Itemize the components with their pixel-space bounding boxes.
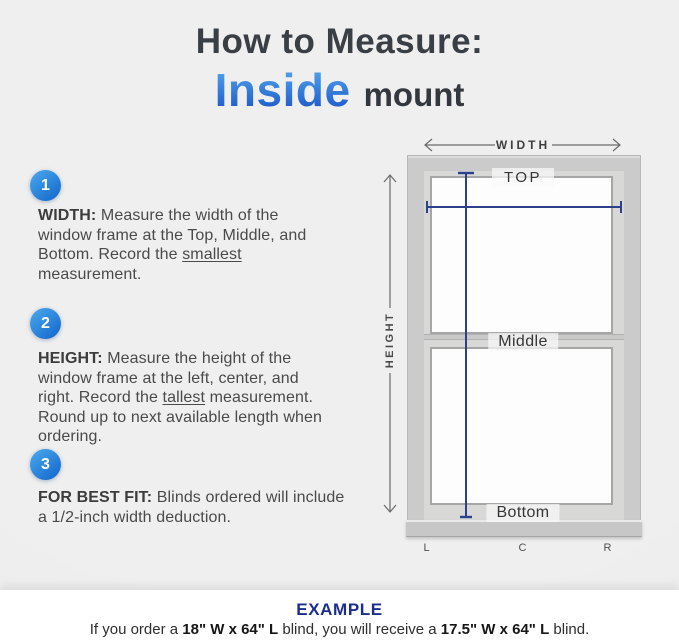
middle-position-label: Middle [488,333,558,351]
step-3-text: FOR BEST FIT: Blinds ordered will include a 1/2-inch width deduction. [38,489,345,526]
window-sill [406,520,642,537]
height-axis-label: HEIGHT [384,311,396,369]
lower-pane [430,347,613,505]
title-highlight-inside: Inside [214,64,351,116]
example-footer [0,590,679,642]
top-position-label: TOP [492,168,554,187]
upper-pane [430,176,613,334]
title-line2 [0,63,679,117]
step-1-text: WIDTH: Measure the width of the window frame at the Top, Middle, and Bottom. Record the smallest measurement. [38,207,307,283]
step-2-number-badge: 2 [30,308,61,339]
step-3 [30,449,372,527]
step-1-number-badge: 1 [30,170,61,201]
step-3-number-badge: 3 [30,449,61,480]
step-2 [30,308,372,447]
width-axis-label: WIDTH [495,138,551,152]
title-suffix-mount: mount [363,76,465,113]
step-1 [30,170,372,284]
example-text: If you order a 18" W x 64" L blind, you will receive a 17.5" W x 64" L blind. [89,621,590,638]
center-tick-label: C [518,542,528,554]
example-heading: EXAMPLE [296,600,383,619]
bottom-position-label: Bottom [486,504,559,522]
step-2-text: HEIGHT: Measure the height of the window frame at the left, center, and right. Record the tallest measurement. Round up to next available length when ordering. [38,350,323,445]
title-line1: How to Measure: [195,22,484,61]
left-tick-label: L [423,542,431,554]
right-tick-label: R [603,542,613,554]
page-title [0,22,679,117]
window-diagram [375,130,670,560]
